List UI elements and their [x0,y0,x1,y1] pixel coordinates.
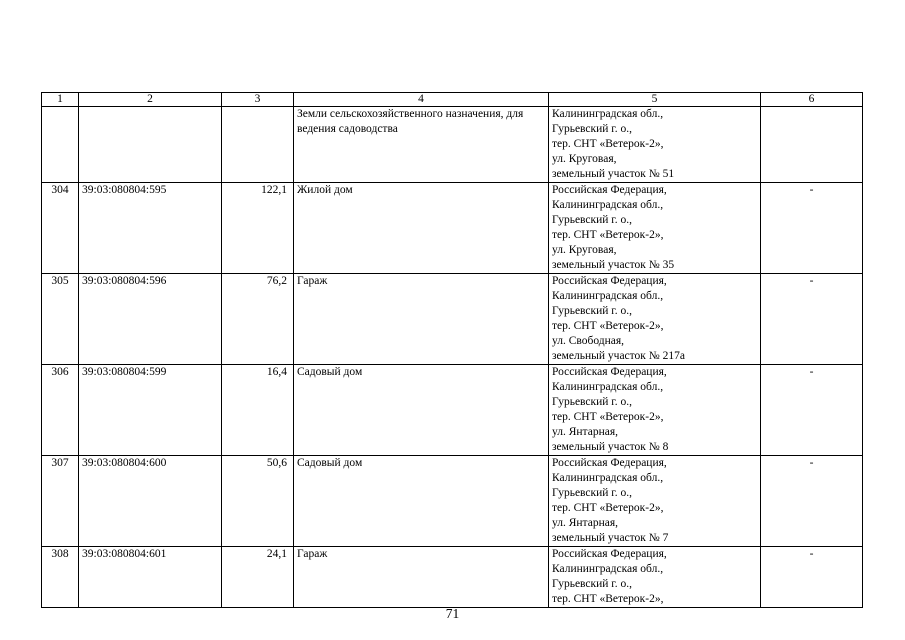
address-line: ул. Круговая, [552,153,617,165]
address-cell [549,183,761,274]
purpose-cell: Земли сельскохозяйственного назначения, для ведения садоводства [294,107,549,183]
column-header: 3 [222,93,294,107]
purpose-cell: Садовый дом [294,456,549,547]
purpose-cell: Гараж [294,547,549,608]
area-cell: 50,6 [222,456,294,547]
row-number-cell: 305 [42,274,79,365]
cadastral-number-cell: 39:03:080804:601 [79,547,222,608]
address-line: Гурьевский г. о., [552,123,632,135]
address-line: Российская Федерация, [552,457,667,469]
address-line: земельный участок № 8 [552,441,669,453]
address-line: земельный участок № 217а [552,350,685,362]
address-line: земельный участок № 51 [552,168,675,180]
address-line: Гурьевский г. о., [552,305,632,317]
address-cell [549,365,761,456]
address-line: ул. Янтарная, [552,517,619,529]
purpose-cell: Жилой дом [294,183,549,274]
address-line: Калининградская обл., [552,290,664,302]
address-cell [549,547,761,608]
address-line: Гурьевский г. о., [552,396,632,408]
address-line: земельный участок № 7 [552,532,669,544]
address-line: Российская Федерация, [552,366,667,378]
address-line: Калининградская обл., [552,472,664,484]
address-cell [549,107,761,183]
row-number-cell: 308 [42,547,79,608]
row-number-cell: 304 [42,183,79,274]
address-cell [549,274,761,365]
address-line: тер. СНТ «Ветерок-2», [552,502,664,514]
purpose-cell: Садовый дом [294,365,549,456]
table-body [42,107,863,608]
address-line: Калининградская обл., [552,108,664,120]
note-cell: - [761,547,863,608]
table-header [42,93,863,107]
page-number: 71 [445,606,460,621]
column-header: 4 [294,93,549,107]
area-cell [222,107,294,183]
column-header: 6 [761,93,863,107]
address-line: Калининградская обл., [552,381,664,393]
purpose-cell: Гараж [294,274,549,365]
area-cell: 76,2 [222,274,294,365]
address-cell [549,456,761,547]
table-row [42,365,863,456]
address-line: Российская Федерация, [552,184,667,196]
table-row [42,547,863,608]
address-line: Гурьевский г. о., [552,214,632,226]
address-line: тер. СНТ «Ветерок-2», [552,229,664,241]
table-row [42,456,863,547]
cadastral-number-cell [79,107,222,183]
address-line: Российская Федерация, [552,548,667,560]
note-cell: - [761,274,863,365]
header-row [42,93,863,107]
cadastral-number-cell: 39:03:080804:596 [79,274,222,365]
registry-table [41,92,863,608]
area-cell: 24,1 [222,547,294,608]
area-cell: 16,4 [222,365,294,456]
address-line: тер. СНТ «Ветерок-2», [552,138,664,150]
address-line: Российская Федерация, [552,275,667,287]
cadastral-number-cell: 39:03:080804:599 [79,365,222,456]
address-line: ул. Круговая, [552,244,617,256]
note-cell: - [761,183,863,274]
table-row [42,274,863,365]
address-line: тер. СНТ «Ветерок-2», [552,320,664,332]
address-line: тер. СНТ «Ветерок-2», [552,593,664,605]
cadastral-number-cell: 39:03:080804:600 [79,456,222,547]
note-cell: - [761,456,863,547]
note-cell: - [761,365,863,456]
area-cell: 122,1 [222,183,294,274]
address-line: Гурьевский г. о., [552,578,632,590]
address-line: ул. Свободная, [552,335,625,347]
table-row [42,107,863,183]
table-row [42,183,863,274]
address-line: тер. СНТ «Ветерок-2», [552,411,664,423]
column-header: 1 [42,93,79,107]
address-line: Калининградская обл., [552,199,664,211]
address-line: ул. Янтарная, [552,426,619,438]
address-line: Гурьевский г. о., [552,487,632,499]
column-header: 2 [79,93,222,107]
column-header: 5 [549,93,761,107]
cadastral-number-cell: 39:03:080804:595 [79,183,222,274]
note-cell [761,107,863,183]
address-line: Калининградская обл., [552,563,664,575]
row-number-cell [42,107,79,183]
address-line: земельный участок № 35 [552,259,675,271]
row-number-cell: 307 [42,456,79,547]
row-number-cell: 306 [42,365,79,456]
